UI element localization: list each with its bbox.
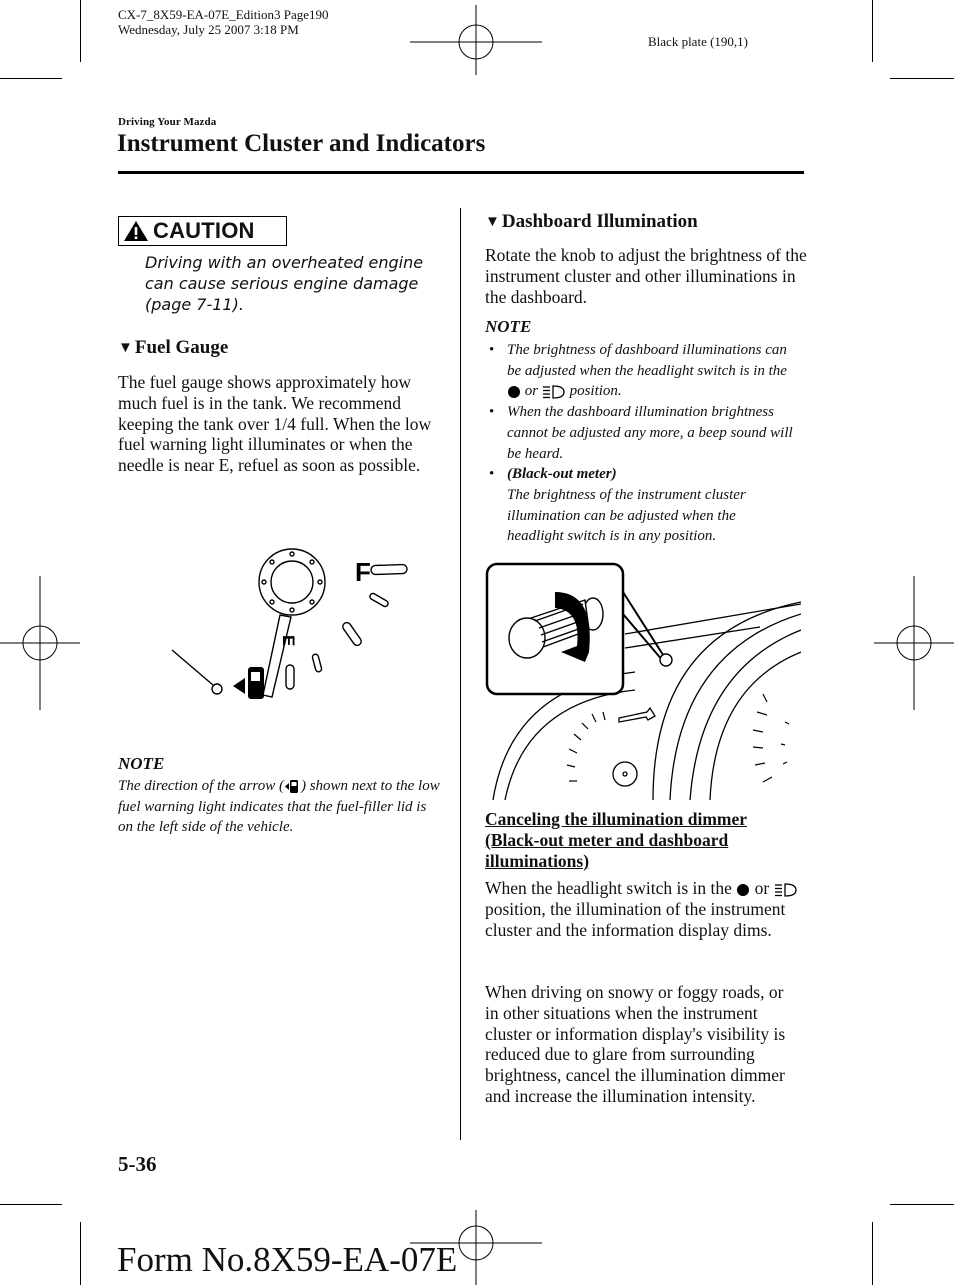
fuel-note-text-b: ) shown next to the low fuel warning light indicates that the fuel-filler lid is on the left side of the vehicle.: [118, 778, 440, 836]
canceling-para2: When driving on snowy or foggy roads, or in other situations when the instrument cluster or information display's visibility is reduced due to glare from surrounding brightness, cancel the illumination dimmer and increase the illumination intensity.: [485, 982, 786, 1106]
illumination-knob-illustration: [485, 562, 801, 800]
note-bullet-2: [485, 402, 795, 464]
gauge-full-label: F: [355, 557, 371, 587]
bullet-dot: •: [489, 466, 495, 483]
section-kicker: Driving Your Mazda: [118, 116, 217, 128]
file-info-line1: CX-7_8X59-EA-07E_Edition3 Page190: [118, 7, 329, 22]
registration-mark-left: [0, 576, 80, 710]
bullet-dot: •: [489, 404, 495, 421]
title-rule: [118, 171, 804, 174]
form-number: Form No.8X59-EA-07E: [117, 1240, 458, 1279]
page-number: 5-36: [118, 1152, 157, 1176]
dashboard-illumination-heading: [485, 211, 698, 233]
column-divider: [460, 208, 461, 1140]
caution-box: [118, 216, 287, 246]
fuel-pump-icon: [284, 779, 301, 794]
fuel-gauge-illustration: [165, 545, 425, 715]
fuel-pump-icon: [233, 667, 264, 699]
page-title: Instrument Cluster and Indicators: [117, 130, 486, 157]
canceling-para1-or: or: [754, 878, 770, 898]
fuel-gauge-heading-text: Fuel Gauge: [134, 337, 229, 358]
registration-mark-right: [874, 576, 954, 710]
file-info: [118, 7, 329, 37]
fuel-note-title: NOTE: [118, 754, 165, 773]
fuel-note-text-a: The direction of the arrow (: [118, 778, 284, 794]
note-bullet-1-text-a: The brightness of dashboard illuminations can be adjusted when the headlight switch is in the: [507, 342, 787, 379]
fuel-note-text: [118, 776, 443, 838]
note-bullet-1-text-b: position.: [569, 383, 622, 400]
note-bullet-1-or: or: [524, 383, 539, 400]
down-triangle-icon: ▼: [485, 213, 500, 230]
headlight-icon: [542, 384, 566, 400]
canceling-para1-text-a: When the headlight switch is in the: [485, 878, 732, 898]
headlight-icon: [774, 882, 798, 898]
gauge-empty-label: E: [279, 635, 298, 647]
canceling-para1-text-b: position, the illumination of the instrument cluster and the information display dims.: [485, 898, 786, 940]
parking-light-icon: [507, 385, 521, 399]
registration-mark-top: [410, 5, 542, 75]
caution-label: CAUTION: [153, 218, 255, 243]
canceling-para1: [485, 878, 807, 940]
warning-triangle-icon: [123, 220, 149, 242]
dashboard-illumination-heading-text: Dashboard Illumination: [501, 211, 698, 232]
note-bullet-3: [485, 464, 795, 547]
note-bullet-2-text: When the dashboard illumination brightness cannot be adjusted any more, a beep sound will be heard.: [507, 404, 793, 462]
caution-text: Driving with an overheated engine can cause serious engine damage (page 7-11).: [145, 253, 424, 314]
note-bullet-3-title: (Black-out meter): [507, 466, 617, 483]
canceling-heading: Canceling the illumination dimmer (Black-out meter and dashboard illuminations): [485, 809, 748, 871]
illumination-note-list: [485, 340, 795, 547]
note-bullet-3-text: The brightness of the instrument cluster illumination can be adjusted when the headlight switch is in any position.: [507, 486, 746, 545]
bullet-dot: •: [489, 342, 495, 358]
parking-light-icon: [736, 883, 750, 897]
down-triangle-icon: ▼: [118, 339, 133, 356]
fuel-gauge-body: The fuel gauge shows approximately how much fuel is in the tank. We recommend keeping the tank over 1/4 full. When the low fuel warning light illuminates or when the needle is near E, refuel as soon as possible.: [118, 372, 432, 476]
fuel-gauge-heading: [118, 337, 228, 359]
file-info-line2: Wednesday, July 25 2007 3:18 PM: [118, 22, 299, 37]
illumination-note-title: NOTE: [485, 317, 532, 336]
note-bullet-1: [485, 340, 795, 402]
plate-info: Black plate (190,1): [648, 34, 748, 49]
dashboard-illumination-body: Rotate the knob to adjust the brightness of the instrument cluster and other illuminations in the dashboard.: [485, 245, 807, 307]
